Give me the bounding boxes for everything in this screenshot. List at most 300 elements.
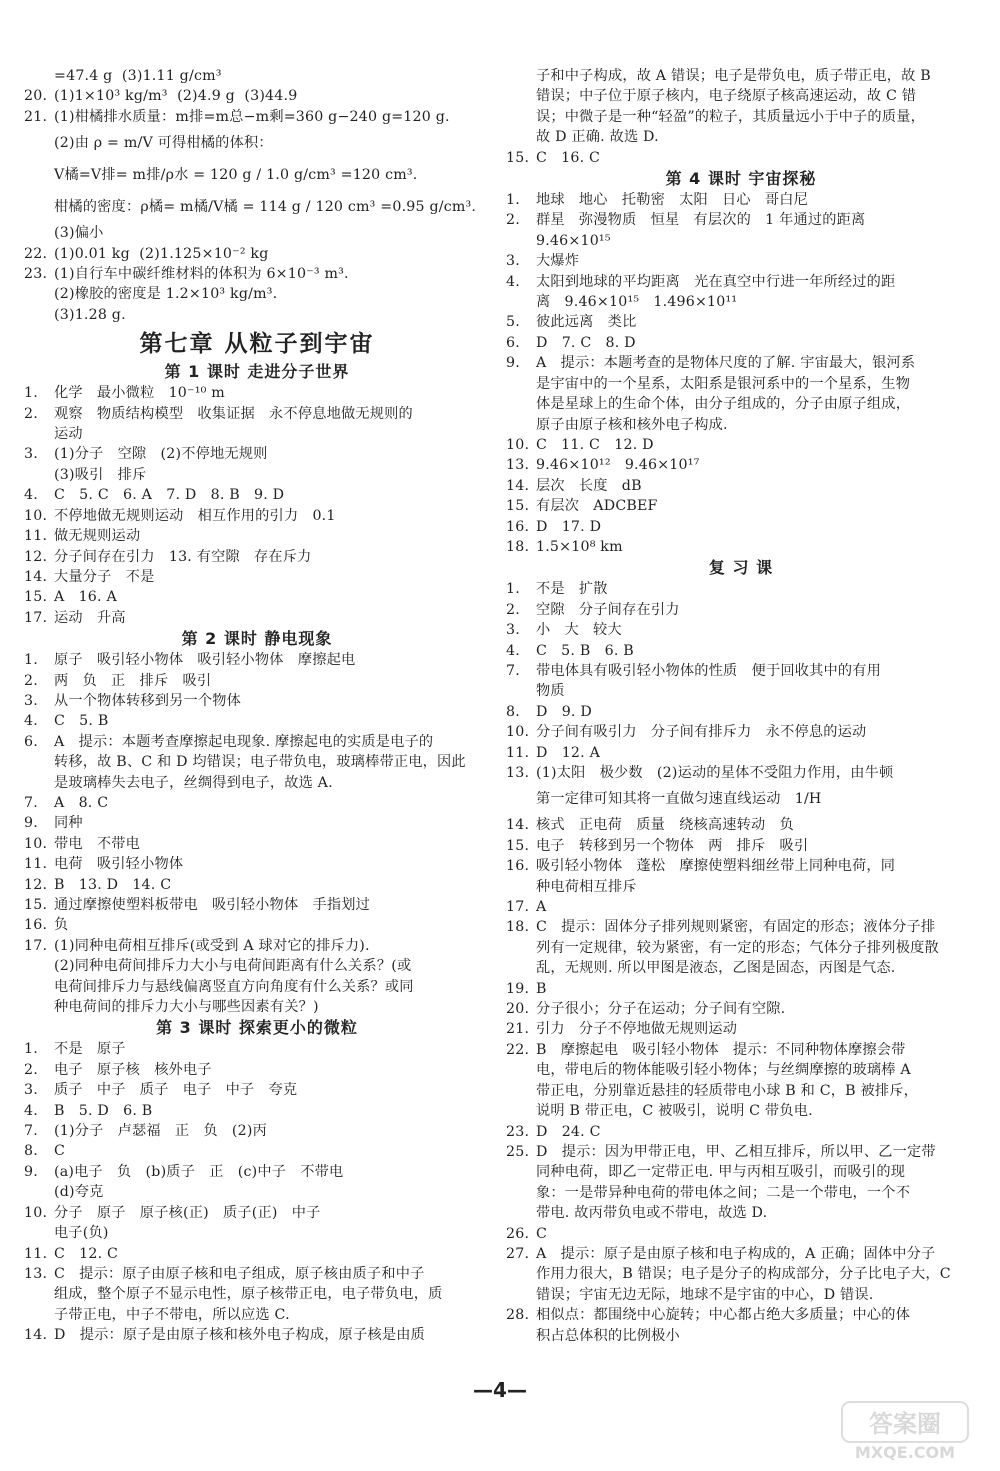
answer-line: [24, 1264, 490, 1284]
answer-line: [506, 148, 976, 168]
right-column: [506, 66, 976, 1346]
answer-text: 分子 原子 原子核(正) 质子(正) 中子: [54, 1204, 321, 1221]
answer-line: [506, 1040, 976, 1060]
question-number: 11.: [506, 744, 530, 761]
answer-text: 离 9.46×10¹⁵ 1.496×10¹¹: [536, 294, 738, 311]
answer-line: [24, 587, 490, 607]
answer-line: [506, 415, 976, 435]
question-number: 15.: [506, 149, 530, 166]
answer-line: [24, 1244, 490, 1264]
answer-text: 分子间存在引力 13. 有空隙 存在斥力: [54, 548, 312, 565]
watermark-logo-text: 答案圈: [869, 1410, 941, 1438]
answer-line: [24, 1325, 490, 1345]
answer-line: [24, 1203, 490, 1223]
answer-line: [506, 579, 976, 599]
question-number: 8.: [506, 703, 520, 720]
question-number: 19.: [506, 980, 530, 997]
answer-text: A 提示：原子是由原子核和电子构成的，A 正确；固体中分子: [536, 1245, 936, 1262]
answer-text: 运动: [54, 426, 83, 443]
answer-line: [24, 773, 490, 793]
question-number: 1.: [506, 192, 520, 209]
answer-line: [24, 107, 490, 127]
answer-text: 同种: [54, 815, 83, 832]
answer-text: (3)1.28 g.: [54, 306, 126, 323]
answer-line: [506, 1203, 976, 1223]
answer-text: 不是 扩散: [536, 581, 608, 598]
answer-line: [24, 854, 490, 874]
answer-text: C 16. C: [536, 149, 601, 166]
question-number: 5.: [506, 314, 520, 331]
question-number: 16.: [24, 917, 48, 934]
answer-line: [24, 284, 490, 304]
answer-line: [24, 191, 490, 223]
question-number: 23.: [506, 1123, 530, 1140]
answer-text: 说明 B 带正电，C 被吸引，说明 C 带负电.: [536, 1103, 813, 1120]
answer-line: [506, 1142, 976, 1162]
answer-line: [506, 1183, 976, 1203]
answer-text: 大量分子 不是: [54, 568, 155, 585]
answer-text: (1)自行车中碳纤维材料的体积为 6×10⁻³ m³.: [54, 266, 349, 283]
answer-text: C 5. B 6. B: [536, 642, 634, 659]
answer-line: [24, 1080, 490, 1100]
answer-text: 运动 升高: [54, 609, 126, 626]
watermark-logo: [840, 1400, 970, 1464]
question-number: 2.: [24, 1061, 38, 1078]
question-number: 1.: [506, 581, 520, 598]
answer-line: [24, 485, 490, 505]
answer-text: C: [536, 1225, 548, 1242]
question-number: 10.: [24, 1204, 48, 1221]
answer-text: 9.46×10¹² 9.46×10¹⁷: [536, 457, 700, 474]
question-number: 22.: [24, 245, 48, 262]
question-number: 18.: [506, 919, 530, 936]
answer-text: 相似点：都围绕中心旋转；中心都占绝大多质量；中心的体: [536, 1307, 911, 1324]
question-number: 21.: [506, 1021, 530, 1038]
answer-text: C: [54, 1143, 66, 1160]
answer-line: [24, 547, 490, 567]
answer-line: [24, 997, 490, 1017]
answer-text: C 5. C 6. A 7. D 8. B 9. D: [54, 487, 285, 504]
answer-text: A 提示：本题考查的是物体尺度的了解. 宇宙最大，银河系: [536, 355, 916, 372]
answer-line: [506, 1326, 976, 1346]
question-number: 3.: [24, 692, 38, 709]
question-number: 8.: [24, 1143, 38, 1160]
answer-line: [506, 272, 976, 292]
answer-line: [24, 793, 490, 813]
answer-line: [506, 702, 976, 722]
answer-text: 通过摩擦使塑料板带电 吸引轻小物体 手指划过: [54, 897, 371, 913]
answer-line: [506, 641, 976, 661]
answer-line: [506, 600, 976, 620]
question-number: 14.: [506, 817, 530, 834]
page-number: —4—: [473, 1378, 527, 1402]
answer-text: 大爆炸: [536, 253, 580, 270]
answer-text: 带电. 故丙带负电或不带电，故选 D.: [536, 1205, 768, 1222]
answer-text: 子带正电，中子不带电，所以应选 C.: [54, 1306, 290, 1323]
answer-line: [24, 895, 490, 915]
question-number: 2.: [506, 601, 520, 618]
answer-line: [506, 435, 976, 455]
answer-line: [24, 1182, 490, 1202]
answer-line: [24, 66, 490, 86]
question-number: 12.: [24, 876, 48, 893]
answer-line: [506, 1019, 976, 1039]
answer-line: [506, 476, 976, 496]
answer-text: B: [536, 980, 547, 997]
answer-line: [24, 732, 490, 752]
answer-line: [506, 979, 976, 999]
answer-line: [24, 567, 490, 587]
question-number: 14.: [24, 568, 48, 585]
question-number: 1.: [24, 385, 38, 402]
answer-text: 象：一是带异种电荷的带电体之间；二是一个带电，一个不: [536, 1184, 911, 1201]
answer-line: [24, 465, 490, 485]
answer-text: A 提示：本题考查摩擦起电现象. 摩擦起电的实质是电子的: [54, 733, 434, 750]
answer-text: 组成，整个原子不显示电性，原子核带正电，电子带负电，质: [54, 1286, 443, 1303]
answer-text: 1.5×10⁸ km: [536, 538, 623, 555]
answer-line: [24, 424, 490, 444]
question-number: 27.: [506, 1245, 530, 1262]
answer-text: 子和中子构成，故 A 错误；电子是带负电，质子带正电，故 B: [536, 68, 931, 84]
answer-line: [24, 875, 490, 895]
answer-text: (1)柑橘排水质量：m排=m总−m剩=360 g−240 g=120 g.: [54, 108, 450, 125]
answer-line: [24, 1101, 490, 1121]
answer-text: 有层次 ADCBEF: [536, 498, 658, 515]
question-number: 12.: [24, 548, 48, 565]
answer-line: [506, 190, 976, 210]
answer-line: [24, 1305, 490, 1325]
answer-text: V橘=V排= m排/ρ水 = 120 g / 1.0 g/cm³ =120 cm³.: [54, 167, 418, 184]
answer-line: [24, 506, 490, 526]
answer-line: [506, 292, 976, 312]
question-number: 14.: [24, 1327, 48, 1344]
answer-text: 带电 不带电: [54, 835, 141, 852]
question-number: 20.: [24, 88, 48, 105]
answer-text: A: [536, 899, 547, 916]
section-title: 第 1 课时 走进分子世界: [164, 362, 350, 382]
answer-line: [506, 938, 976, 958]
answer-line: [506, 333, 976, 353]
question-number: 7.: [24, 1123, 38, 1140]
answer-line: [506, 1081, 976, 1101]
left-column: [24, 66, 490, 1346]
answer-text: (2)由 ρ = m/V 可得柑橘的体积：: [54, 135, 273, 152]
watermark-site-text: MXQE.COM: [854, 1443, 956, 1462]
answer-text: 原子 吸引轻小物体 吸引轻小物体 摩擦起电: [54, 652, 356, 669]
answer-text: 故 D 正确. 故选 D.: [536, 129, 659, 146]
answer-text: 误；中微子是一种“轻盈”的粒子，其质量远小于中子的质量，: [536, 108, 925, 125]
answer-line: [506, 661, 976, 681]
answer-text: 错误；宇宙无边无际，地球不是宇宙的中心，D 错误.: [536, 1286, 874, 1303]
answer-line: [506, 107, 976, 127]
answer-text: A 8. C: [54, 794, 109, 811]
answer-line: [506, 763, 976, 783]
answer-text: 是玻璃棒失去电子，丝绸得到电子，故选 A.: [54, 774, 333, 791]
answer-text: (2)同种电荷间排斥力大小与电荷间距离有什么关系？(或: [54, 958, 412, 975]
answer-line: [24, 752, 490, 772]
answer-text: 积占总体积的比例极小: [536, 1327, 680, 1344]
question-number: 25.: [506, 1143, 530, 1160]
answer-text: C 12. C: [54, 1245, 119, 1262]
question-number: 2.: [506, 212, 520, 229]
answer-text: C 5. B: [54, 713, 109, 730]
answer-text: (1)太阳 极少数 (2)运动的星体不受阻力作用，由牛顿: [536, 765, 894, 781]
answer-text: =47.4 g (3)1.11 g/cm³: [54, 68, 222, 84]
answer-line: [24, 711, 490, 731]
answer-line: [24, 813, 490, 833]
question-number: 26.: [506, 1225, 530, 1242]
answer-text: 两 负 正 排斥 吸引: [54, 672, 212, 689]
answer-text: 不停地做无规则运动 相互作用的引力 0.1: [54, 507, 336, 524]
answer-line: [24, 305, 490, 325]
question-number: 3.: [506, 253, 520, 270]
question-number: 20.: [506, 1001, 530, 1018]
question-number: 3.: [24, 1082, 38, 1099]
answer-text: (1)1×10³ kg/m³ (2)4.9 g (3)44.9: [54, 88, 298, 105]
answer-text: (1)0.01 kg (2)1.125×10⁻² kg: [54, 245, 269, 262]
question-number: 6.: [506, 334, 520, 351]
question-number: 3.: [506, 622, 520, 639]
answer-line: [24, 86, 490, 106]
answer-text: 错误；中子位于原子核内，电子绕原子核高速运动，故 C 错: [536, 88, 917, 105]
answer-line: [506, 1285, 976, 1305]
answer-text: 同种电荷，即乙一定带正电. 甲与丙相互吸引，而吸引的现: [536, 1164, 906, 1181]
question-number: 15.: [24, 897, 48, 913]
question-number: 23.: [24, 266, 48, 283]
answer-line: [506, 681, 976, 701]
question-number: 10.: [506, 436, 530, 453]
answer-text: 分子很小；分子在运动；分子间有空隙.: [536, 1001, 786, 1018]
question-number: 1.: [24, 1041, 38, 1058]
question-number: 11.: [24, 1245, 48, 1262]
answer-text: 乱，无规则. 所以甲图是液态，乙图是固态，丙图是气态.: [536, 960, 896, 977]
answer-line: [506, 897, 976, 917]
answer-text: B 13. D 14. C: [54, 876, 172, 893]
answer-line: [506, 722, 976, 742]
answer-line: [506, 537, 976, 557]
answer-text: (1)分子 空隙 (2)不停地无规则: [54, 446, 268, 463]
section-title: 复 习 课: [708, 558, 774, 578]
answer-text: 做无规则运动: [54, 528, 141, 545]
answer-line: [506, 1060, 976, 1080]
chapter-title: 第七章 从粒子到宇宙: [139, 331, 375, 358]
question-number: 3.: [24, 446, 38, 463]
answer-line: [506, 999, 976, 1019]
answer-line: [24, 977, 490, 997]
answer-line: [506, 312, 976, 332]
question-number: 9.: [24, 815, 38, 832]
answer-line: [506, 1162, 976, 1182]
question-number: 7.: [24, 794, 38, 811]
question-number: 16.: [506, 858, 530, 875]
question-number: 2.: [24, 405, 38, 422]
question-number: 22.: [506, 1041, 530, 1058]
answer-line: [24, 915, 490, 935]
answer-text: 吸引轻小物体 蓬松 摩擦使塑料细丝带上同种电荷，同: [536, 858, 896, 875]
question-number: 13.: [506, 457, 530, 474]
answer-line: [24, 1121, 490, 1141]
answer-text: D 提示：原子是由原子核和核外电子构成，原子核是由质: [54, 1327, 426, 1344]
answer-text: 柑橘的密度：ρ橘= m橘/V橘 = 114 g / 120 cm³ =0.95 g/cm³.: [54, 199, 477, 216]
answer-text: 观察 物质结构模型 收集证据 永不停息地做无规则的: [54, 405, 413, 422]
answer-line: [506, 620, 976, 640]
answer-text: 物质: [536, 683, 565, 700]
answer-text: 转移，故 B、C 和 D 均错误；电子带负电，玻璃棒带正电，因此: [54, 754, 466, 771]
answer-text: (1)分子 卢瑟福 正 负 (2)丙: [54, 1123, 268, 1140]
answer-text: B 摩擦起电 吸引轻小物体 提示：不同种物体摩擦会带: [536, 1041, 906, 1058]
section-title: 第 2 课时 静电现象: [181, 629, 333, 649]
question-number: 9.: [24, 1163, 38, 1180]
answer-line: [24, 1141, 490, 1161]
section-title: 第 4 课时 宇宙探秘: [665, 169, 817, 189]
answer-text: 电，带电后的物体能吸引轻小物体；与丝绸摩擦的玻璃棒 A: [536, 1062, 911, 1079]
answer-line: [24, 264, 490, 284]
question-number: 15.: [506, 498, 530, 515]
question-number: 21.: [24, 108, 48, 125]
answer-text: 电荷 吸引轻小物体: [54, 856, 184, 873]
question-number: 4.: [24, 713, 38, 730]
answer-text: D 9. D: [536, 703, 592, 720]
answer-text: (a)电子 负 (b)质子 正 (c)中子 不带电: [54, 1163, 344, 1180]
answer-text: 带电体具有吸引轻小物体的性质 便于回收其中的有用: [536, 662, 882, 679]
answer-text: D 12. A: [536, 744, 601, 761]
answer-line: [506, 877, 976, 897]
question-number: 11.: [24, 856, 48, 873]
answer-text: (1)同种电荷相互排斥(或受到 A 球对它的排斥力).: [54, 937, 370, 954]
answer-line: [506, 496, 976, 516]
answer-text: 电子 转移到另一个物体 两 排斥 吸引: [536, 837, 809, 854]
question-number: 15.: [506, 837, 530, 854]
question-number: 14.: [506, 477, 530, 494]
answer-line: [24, 650, 490, 670]
answer-line: [506, 815, 976, 835]
answer-line: [506, 353, 976, 373]
answer-line: [506, 66, 976, 86]
question-number: 16.: [506, 518, 530, 535]
answer-text: 第一定律可知其将一直做匀速直线运动 1/H: [536, 791, 822, 808]
answer-text: D 提示：因为甲带正电，甲、乙相互排斥，所以甲、乙一定带: [536, 1143, 936, 1160]
answer-line: [506, 517, 976, 537]
answer-line: [506, 374, 976, 394]
answer-text: (d)夸克: [54, 1184, 104, 1201]
answer-line: [506, 1244, 976, 1264]
answer-text: 引力 分子不停地做无规则运动: [536, 1021, 738, 1038]
answer-line: [506, 455, 976, 475]
question-number: 10.: [506, 724, 530, 741]
answer-text: 电子 原子核 核外电子: [54, 1061, 212, 1078]
answer-text: 群星 弥漫物质 恒星 有层次的 1 年通过的距离: [536, 212, 866, 229]
answer-text: 彼此远离 类比: [536, 314, 637, 331]
answer-line: [506, 1101, 976, 1121]
answer-text: 从一个物体转移到另一个物体: [54, 692, 242, 709]
answer-text: 电子(负): [54, 1225, 109, 1242]
answer-line: [506, 958, 976, 978]
answer-text: 作用力很大，B 错误；电子是分子的构成部分，分子比电子大，C: [536, 1266, 951, 1283]
answer-line: [24, 936, 490, 956]
answer-text: (3)吸引 排斥: [54, 466, 147, 483]
answer-line: [24, 1039, 490, 1059]
answer-line: [24, 244, 490, 264]
answer-line: [24, 671, 490, 691]
answer-line: [24, 159, 490, 191]
question-number: 10.: [24, 835, 48, 852]
answer-text: 核式 正电荷 质量 绕核高速转动 负: [536, 817, 794, 834]
question-number: 15.: [24, 589, 48, 606]
question-number: 17.: [506, 899, 530, 916]
answer-text: D 17. D: [536, 518, 602, 535]
answer-line: [24, 691, 490, 711]
answer-line: [506, 1264, 976, 1284]
answer-text: A 16. A: [54, 589, 117, 606]
question-number: 13.: [24, 1265, 48, 1282]
answer-text: 不是 原子: [54, 1041, 126, 1058]
answer-text: B 5. D 6. B: [54, 1102, 153, 1119]
answer-text: 种电荷相互排斥: [536, 878, 637, 895]
answer-line: [24, 956, 490, 976]
answer-line: [506, 210, 976, 230]
answer-text: (3)偏小: [54, 225, 104, 242]
answer-line: [24, 1223, 490, 1243]
answer-line: [24, 526, 490, 546]
answer-line: [24, 223, 490, 243]
answer-text: 原子由原子核和核外电子构成.: [536, 416, 728, 433]
answer-text: 层次 长度 dB: [536, 477, 642, 494]
answer-text: D 7. C 8. D: [536, 334, 636, 351]
answer-text: 地球 地心 托勒密 太阳 日心 哥白尼: [536, 192, 809, 209]
answer-line: [506, 1305, 976, 1325]
answer-text: D 24. C: [536, 1123, 601, 1140]
question-number: 6.: [24, 733, 38, 750]
answer-text: 太阳到地球的平均距离 光在真空中行进一年所经过的距: [536, 273, 896, 290]
answer-text: 列有一定规律，较为紧密，有一定的形态；气体分子排列极度散: [536, 939, 939, 956]
answer-line: [24, 127, 490, 159]
question-number: 17.: [24, 609, 48, 626]
answer-line: [24, 404, 490, 424]
answer-line: [506, 836, 976, 856]
answer-text: 种电荷间的排斥力大小与哪些因素有关？): [54, 999, 319, 1016]
question-number: 11.: [24, 528, 48, 545]
answer-line: [506, 86, 976, 106]
answer-text: C 提示：原子由原子核和电子组成，原子核由质子和中子: [54, 1265, 425, 1282]
question-number: 28.: [506, 1307, 530, 1324]
answer-line: [24, 444, 490, 464]
answer-line: [506, 743, 976, 763]
answer-text: 化学 最小微粒 10⁻¹⁰ m: [54, 385, 225, 402]
answer-text: 是宇宙中的一个星系，太阳系是银河系中的一个星系，生物: [536, 375, 911, 392]
answer-text: C 提示：固体分子排列规则紧密，有固定的形态；液体分子排: [536, 919, 936, 936]
question-number: 4.: [506, 642, 520, 659]
answer-line: [506, 251, 976, 271]
answer-line: [24, 1162, 490, 1182]
answer-line: [24, 608, 490, 628]
answer-text: 电荷间排斥力与悬线偏离竖直方向角度有什么关系？或同: [54, 978, 414, 995]
answer-line: [506, 231, 976, 251]
answer-line: [506, 394, 976, 414]
answer-line: [24, 834, 490, 854]
answer-text: C 11. C 12. D: [536, 436, 654, 453]
answer-line: [24, 1284, 490, 1304]
answer-line: [506, 127, 976, 147]
question-number: 4.: [506, 273, 520, 290]
answer-text: 小 大 较大: [536, 622, 622, 639]
question-number: 2.: [24, 672, 38, 689]
answer-text: 体是星球上的生命个体，由分子组成的，分子由原子组成，: [536, 396, 911, 413]
answer-line: [24, 1060, 490, 1080]
answer-text: 质子 中子 质子 电子 中子 夸克: [54, 1082, 298, 1099]
answer-line: [506, 856, 976, 876]
question-number: 18.: [506, 538, 530, 555]
question-number: 4.: [24, 1102, 38, 1119]
